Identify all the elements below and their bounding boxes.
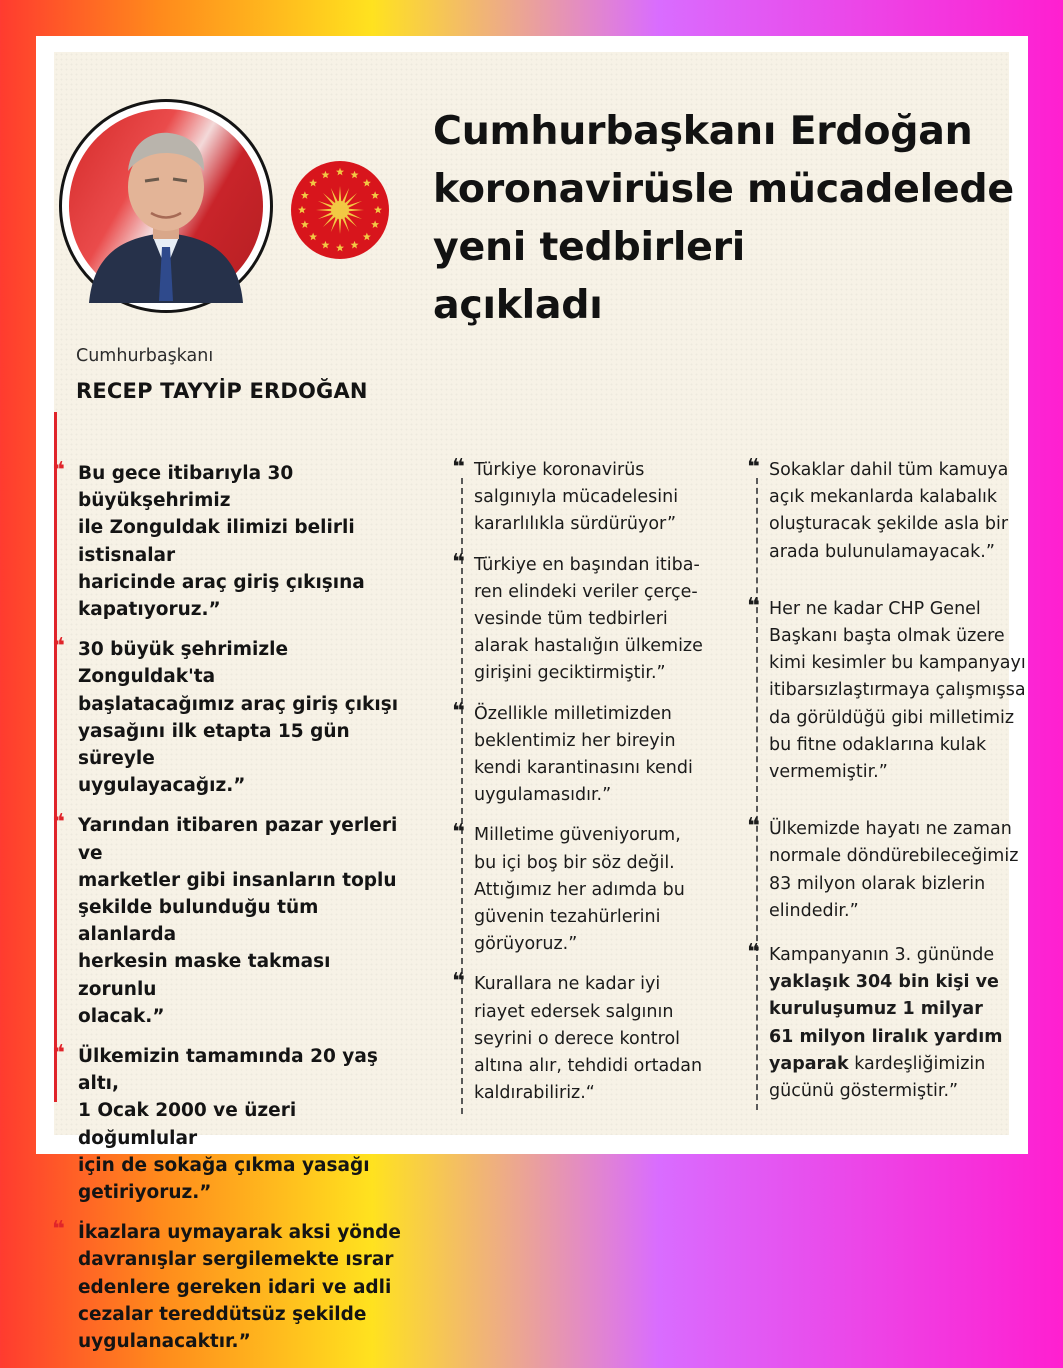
quote-text: Kurallara ne kadar iyi riayet edersek salgının seyrini o derece kontrol altına alır, tehdidi ortadan kaldırabiliriz.“ <box>474 974 703 1104</box>
quote-icon: ❝ <box>747 814 760 840</box>
quote-item <box>52 458 413 623</box>
quote-item <box>52 810 413 1030</box>
quote-icon: ❝ <box>52 1041 65 1067</box>
quote-item <box>747 455 1029 566</box>
quote-icon: ❝ <box>452 969 465 995</box>
portrait-photo <box>69 109 263 303</box>
quote-item <box>52 1217 413 1355</box>
quote-icon: ❝ <box>747 455 760 480</box>
quote-tail: kardeşliğimizin gücünü göstermiştir.” <box>769 1053 986 1102</box>
quote-icon: ❝ <box>52 634 65 660</box>
quotes-column-1 <box>52 458 413 1368</box>
headline: Cumhurbaşkanı Erdoğan koronavirüsle mücadelede yeni tedbirleri açıkladı <box>433 108 1014 328</box>
quote-icon: ❝ <box>452 698 465 724</box>
quote-item <box>747 814 1029 925</box>
seal-sun-core <box>331 201 349 219</box>
quote-bold-part: yaklaşık 304 bin kişi ve kuruluşumuz 1 milyar 61 milyon liralık yardım yaparak <box>769 972 1003 1074</box>
quote-icon: ❝ <box>52 458 65 483</box>
quote-item <box>452 455 734 539</box>
quote-text: Her ne kadar CHP Genel Başkanı başta olmak üzere kimi kesimler bu kampanyayı itibarsızlaştırmaya çalışmışsa da görüldüğü gibi milletimiz bu fitne odaklarına kulak vermemiştir.” <box>769 598 1026 783</box>
quote-item <box>452 820 734 958</box>
quote-item <box>747 593 1029 786</box>
byline-name: RECEP TAYYİP ERDOĞAN <box>76 379 368 403</box>
quotes-column-3 <box>747 455 1029 1118</box>
quote-text: Özellikle milletimizden beklentimiz her bireyin kendi karantinasını kendi uygulamasıdır.” <box>474 703 693 806</box>
quote-text: Bu gece itibarıyla 30 büyükşehrimiz ile Zonguldak ilimizi belirli istisnalar haricinde araç giriş çıkışına kapatıyoruz.” <box>78 463 365 621</box>
quote-item <box>747 940 1029 1105</box>
quote-icon: ❝ <box>452 820 465 846</box>
quote-text: İkazlara uymayarak aksi yönde davranışlar sergilemekte ısrar edenlere gereken idari ve adli cezalar tereddütsüz şekilde uygulanacaktır.” <box>78 1222 401 1353</box>
quote-icon: ❝ <box>452 455 465 480</box>
quote-text: 30 büyük şehrimizle Zonguldak'ta başlatacağımız araç giriş çıkışı yasağını ilk etapta 15 gün süreyle uygulayacağız.” <box>78 639 399 797</box>
quote-text: Türkiye en başından itiba- ren elindeki veriler çerçe- vesinde tüm tedbirleri alarak hastalığın ülkemize girişini geciktirmiştir.” <box>474 554 703 684</box>
quote-text <box>769 942 1029 1105</box>
quote-icon: ❝ <box>747 593 760 619</box>
newspaper-page <box>52 52 1026 1353</box>
quote-item <box>52 634 413 799</box>
quotes-column-2 <box>452 455 734 1120</box>
quote-icon: ❝ <box>52 1217 65 1243</box>
quote-icon: ❝ <box>452 549 465 575</box>
quote-item <box>52 1041 413 1206</box>
quote-text: Milletime güveniyorum, bu içi boş bir söz değil. Attığımız her adımda bu güvenin tezahürlerini görüyoruz.” <box>474 825 685 955</box>
presidential-seal-icon <box>290 160 390 260</box>
quote-item <box>452 969 734 1107</box>
quote-icon: ❝ <box>52 810 65 836</box>
quote-icon: ❝ <box>747 940 760 966</box>
quote-item <box>452 549 734 688</box>
quote-text: Ülkemizin tamamında 20 yaş altı, 1 Ocak 2000 ve üzeri doğumlular için de sokağa çıkma yasağı getiriyoruz.” <box>78 1046 378 1204</box>
byline-role: Cumhurbaşkanı <box>76 346 214 366</box>
quote-text: Yarından itibaren pazar yerleri ve marketler gibi insanların toplu şekilde bulunduğu tüm alanlarda herkesin maske takması zorunlu olacak.” <box>78 815 398 1027</box>
quote-text: Ülkemizde hayatı ne zaman normale döndürebileceğimiz 83 milyon olarak bizlerin elindedir.” <box>769 819 1019 921</box>
column-divider <box>756 478 758 1110</box>
quote-text: Türkiye koronavirüs salgınıyla mücadelesini kararlılıkla sürdürüyor” <box>474 460 679 535</box>
quote-intro: Kampanyanın 3. gününde <box>769 945 995 966</box>
quote-item <box>452 698 734 810</box>
quote-text: Sokaklar dahil tüm kamuya açık mekanlarda kalabalık oluşturacak şekilde asla bir arada bulunulamayacak.” <box>769 460 1009 562</box>
red-accent-line <box>54 412 57 1102</box>
